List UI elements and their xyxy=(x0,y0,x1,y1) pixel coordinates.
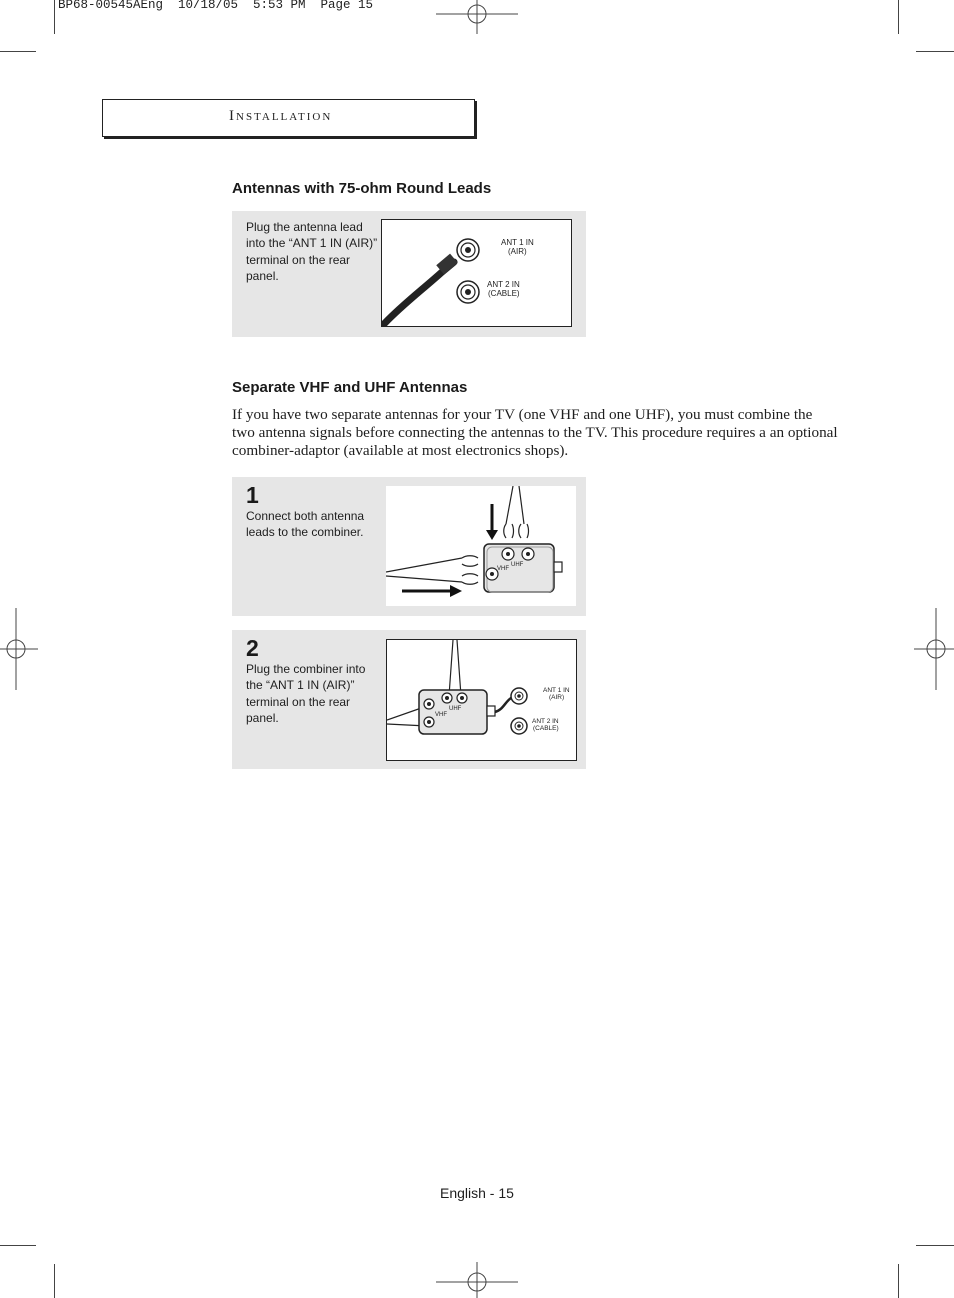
antenna-connection-diagram xyxy=(382,220,571,326)
vhf-label: VHF xyxy=(435,712,447,718)
ant1-sub-label: (AIR) xyxy=(508,247,527,256)
uhf-label: UHF xyxy=(449,706,462,712)
vhf-label: VHF xyxy=(497,566,509,572)
vhf-uhf-paragraph: If you have two separate antennas for your TV (one VHF and one UHF), you must combine the two antenna signals before connecting the antennas to the TV. This procedure requires a an optional combiner-adaptor (available at most electronics shops). xyxy=(232,406,838,459)
ant2-sub-label: (CABLE) xyxy=(533,725,559,732)
heading-vhf-uhf: Separate VHF and UHF Antennas xyxy=(232,379,468,396)
ant1-label: ANT 1 IN xyxy=(501,238,534,247)
ant2-sub-label: (CABLE) xyxy=(488,289,520,298)
ant1-label: ANT 1 IN xyxy=(543,687,570,694)
registration-mark-left xyxy=(0,608,38,690)
heading-round-leads: Antennas with 75-ohm Round Leads xyxy=(232,180,492,197)
step-1-caption: Connect both antenna leads to the combiner. xyxy=(246,509,365,540)
registration-mark-top xyxy=(436,0,518,34)
step-2-figure xyxy=(386,639,577,761)
step-1-number: 1 xyxy=(246,482,259,508)
ant2-label: ANT 2 IN xyxy=(487,280,520,289)
round-leads-panel xyxy=(232,211,586,337)
section-title: Installation xyxy=(229,108,333,124)
combiner-diagram xyxy=(386,486,576,606)
step-2-panel xyxy=(232,630,586,769)
step-2-caption: Plug the combiner into the “ANT 1 IN (AIR)” terminal on the rear panel. xyxy=(246,662,366,725)
registration-mark-bottom xyxy=(436,1262,518,1298)
uhf-label: UHF xyxy=(511,562,524,568)
registration-mark-right xyxy=(914,608,954,690)
combiner-to-tv-diagram xyxy=(387,640,576,760)
step-2-number: 2 xyxy=(246,635,259,661)
ant1-sub-label: (AIR) xyxy=(549,694,565,701)
ant2-label: ANT 2 IN xyxy=(532,718,559,725)
round-leads-figure xyxy=(381,219,572,327)
section-header-box xyxy=(102,99,475,137)
page-number: English - 15 xyxy=(440,1185,514,1201)
step-1-figure xyxy=(386,486,576,606)
step-1-panel xyxy=(232,477,586,616)
round-leads-caption: Plug the antenna lead into the “ANT 1 IN (AIR)” terminal on the rear panel. xyxy=(246,220,378,283)
print-slug: BP68-00545AEng 10/18/05 5:53 PM Page 15 xyxy=(58,0,374,12)
